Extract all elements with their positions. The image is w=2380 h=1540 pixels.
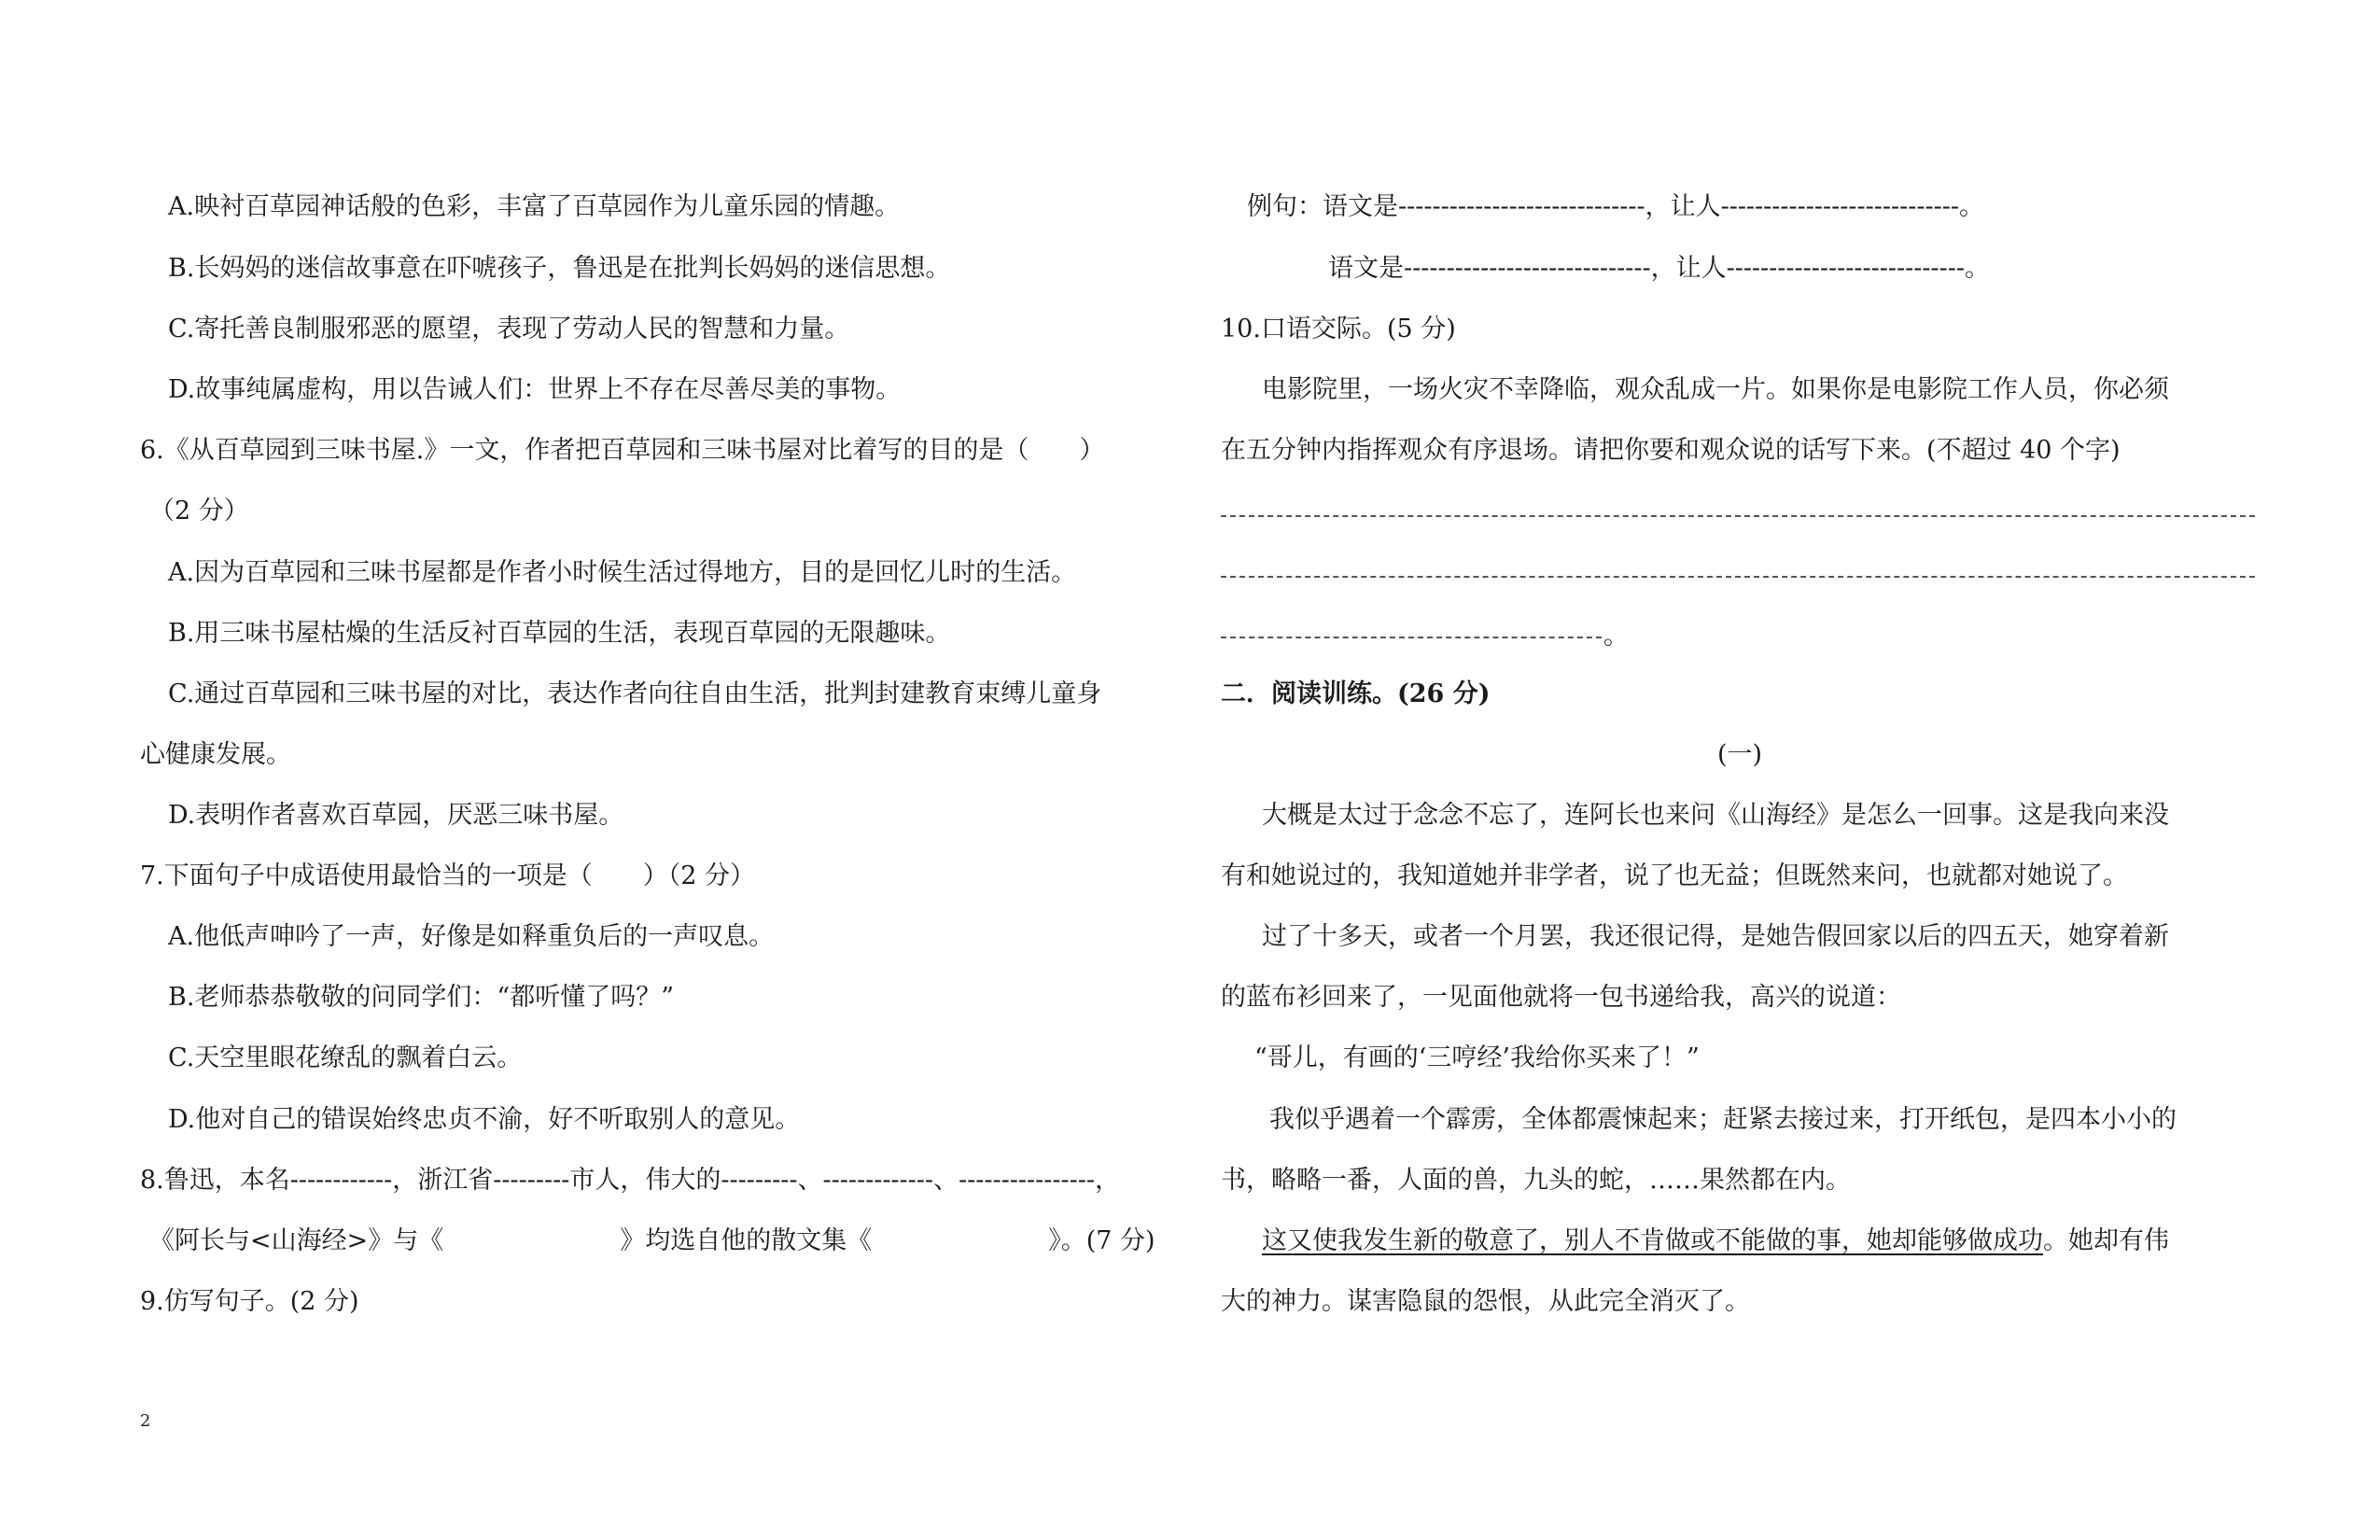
answer-line-3: [1221, 637, 1602, 638]
passage-p2-line2: 的蓝布衫回来了，一见面他就将一包书递给我，高兴的说道：: [1221, 983, 1901, 1012]
passage-p2-line1: 过了十多天，或者一个月罢，我还很记得，是她告假回家以后的四五天，她穿着新: [1262, 922, 2169, 951]
q6-score: （2 分）: [149, 497, 249, 525]
q10-body-line1: 电影院里，一场火灾不幸降临，观众乱成一片。如果你是电影院工作人员，你必须: [1262, 375, 2169, 404]
q6-option-c-line1: C.通过百草园和三味书屋的对比，表达作者向往自由生活，批判封建教育束缚儿童身: [168, 679, 1102, 708]
q6-option-b: B.用三味书屋枯燥的生活反衬百草园的生活，表现百草园的无限趣味。: [168, 619, 951, 648]
section2-title: 二．阅读训练。(26 分): [1221, 679, 1491, 708]
q8-line2: 《阿长与<山海经>》与《 》均选自他的散文集《 》。(7 分): [149, 1226, 1155, 1255]
q7-option-c: C.天空里眼花缭乱的飘着白云。: [168, 1043, 523, 1072]
q7-option-d: D.他对自己的错误始终忠贞不渝，好不听取别人的意见。: [168, 1105, 801, 1134]
passage-p3: “哥儿，有画的‘三哼经’我给你买来了！”: [1254, 1043, 1700, 1072]
answer-line-2: [1221, 576, 2255, 578]
answer-line-1: [1221, 515, 2255, 517]
q7-option-a: A.他低声呻吟了一声，好像是如释重负后的一声叹息。: [168, 922, 775, 951]
q10-stem: 10.口语交际。(5 分): [1221, 315, 1456, 343]
passage-p4-line1: 我似乎遇着一个霹雳，全体都震悚起来；赶紧去接过来，打开纸包，是四本小小的: [1269, 1105, 2177, 1134]
q6-option-a: A.因为百草园和三味书屋都是作者小时候生活过得地方，目的是回忆儿时的生活。: [168, 558, 1077, 587]
q5-option-b: B.长妈妈的迷信故事意在吓唬孩子，鲁迅是在批判长妈妈的迷信思想。: [168, 254, 951, 283]
q5-option-d: D.故事纯属虚构，用以告诫人们：世界上不存在尽善尽美的事物。: [168, 375, 902, 404]
passage-p1-line1: 大概是太过于念念不忘了，连阿长也来问《山海经》是怎么一回事。这是我向来没: [1262, 801, 2169, 830]
passage-p5-line1: [1262, 1225, 2169, 1258]
q6-stem: 6.《从百草园到三味书屋.》一文，作者把百草园和三味书屋对比着写的目的是（ ）: [140, 436, 1105, 465]
q9-example-1: 例句：语文是-----------------------------，让人----------------------------。: [1247, 192, 1985, 221]
q7-stem: 7.下面句子中成语使用最恰当的一项是（ ）（2 分）: [140, 861, 756, 890]
passage-p5-line2: 大的神力。谋害隐鼠的怨恨，从此完全消灭了。: [1221, 1287, 1750, 1316]
q9-example-2: 语文是-----------------------------，让人----------------------------。: [1328, 254, 1991, 283]
answer-line-end: 。: [1603, 622, 1629, 651]
q5-option-c: C.寄托善良制服邪恶的愿望，表现了劳动人民的智慧和力量。: [168, 315, 850, 343]
q7-option-b: B.老师恭恭敬敬的问同学们：“都听懂了吗？”: [168, 983, 675, 1012]
page-number: 2: [140, 1411, 151, 1431]
q6-option-d: D.表明作者喜欢百草园，厌恶三味书屋。: [168, 801, 624, 830]
q9-stem: 9.仿写句子。(2 分): [140, 1287, 359, 1316]
q10-body-line2: 在五分钟内指挥观众有序退场。请把你要和观众说的话写下来。(不超过 40 个字): [1221, 436, 2121, 465]
passage-p4-line2: 书，略略一番，人面的兽，九头的蛇，……果然都在内。: [1221, 1166, 1851, 1195]
q8-line1: 8.鲁迅，本名------------，浙江省---------市人，伟大的---------、-------------、----------------，: [140, 1166, 1121, 1195]
passage-p5-rest: 。她却有伟: [2043, 1226, 2169, 1255]
q5-option-a: A.映衬百草园神话般的色彩，丰富了百草园作为儿童乐园的情趣。: [168, 192, 901, 221]
passage-p1-line2: 有和她说过的，我知道她并非学者，说了也无益；但既然来问，也就都对她说了。: [1221, 861, 2128, 890]
q6-option-c-line2: 心健康发展。: [140, 740, 291, 769]
underlined-sentence: 这又使我发生新的敬意了，别人不肯做或不能做的事，她却能够做成功: [1262, 1226, 2043, 1255]
passage-label: (一): [1716, 740, 1763, 769]
